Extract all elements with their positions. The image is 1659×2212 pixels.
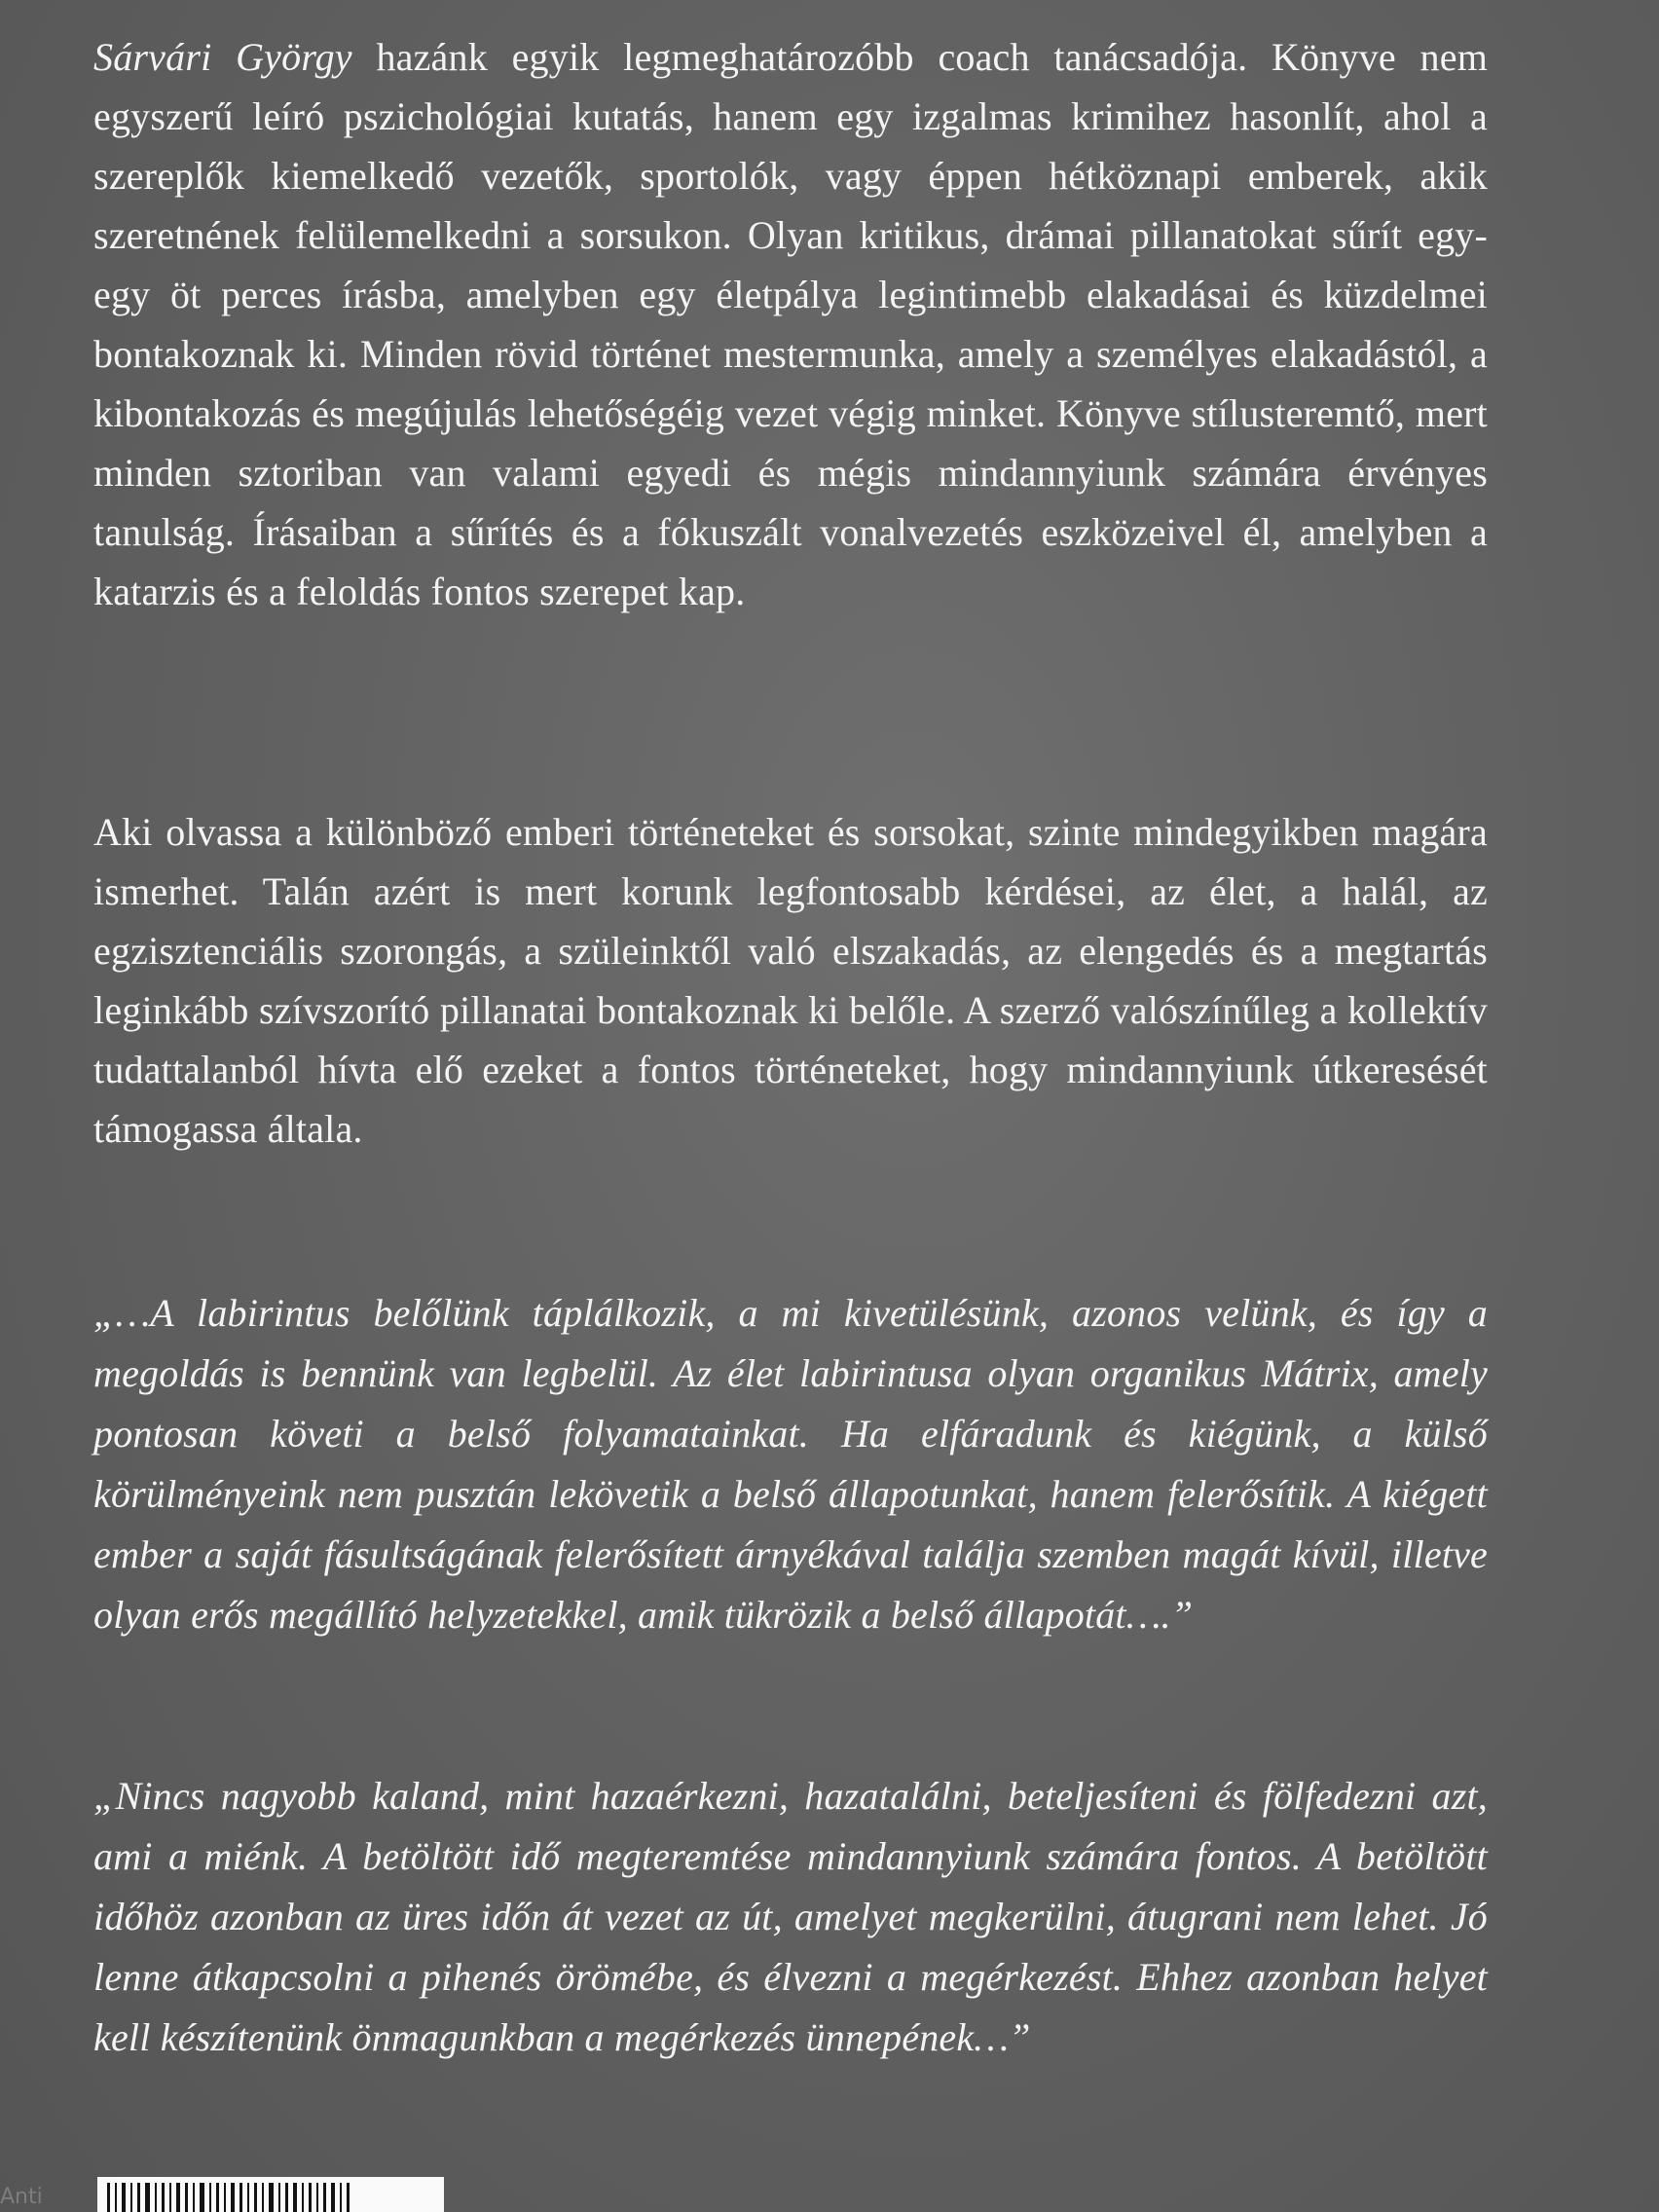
intro-paragraph xyxy=(93,27,1488,621)
barcode xyxy=(97,2177,444,2212)
intro-paragraph-text: hazánk egyik legmeghatározóbb coach tanácsadója. Könyve nem egyszerű leíró pszichológiai kutatás, hanem egy izgalmas krimihez hasonlít, ahol a szereplők kiemelkedő vezetők, sportolók, vagy éppen hétköznapi emberek, akik szeretnének felülemelkedni a sorsukon. Olyan kritikus, drámai pillanatokat sűrít egy-egy öt perces írásba, amelyben egy életpálya legintimebb elakadásai és küzdelmei bontakoznak ki. Minden rövid történet mestermunka, amely a személyes elakadástól, a kibontakozás és megújulás lehetőségéig vezet végig minket. Könyve stílusteremtő, mert minden sztoriban van valami egyedi és mégis mindannyiunk számára érvényes tanulság. Írásaiban a sűrítés és a fókuszált vonalvezetés eszközeivel él, amelyben a katarzis és a feloldás fontos szerepet kap. xyxy=(93,35,1489,613)
author-name: Sárvári György xyxy=(93,35,352,79)
quote-homecoming: „Nincs nagyobb kaland, mint hazaérkezni, hazatalálni, beteljesíteni és fölfedezni azt, ami a miénk. A betöltött idő megteremtése mindannyiunk számára fontos. A betöltött időhöz azonban az üres időn át vezet az út, amelyet megkerülni, átugrani nem lehet. Jó lenne átkapcsolni a pihenés örömébe, és élvezni a megérkezést. Ehhez azonban helyet kell készítenünk önmagunkban a megérkezés ünnepének…” xyxy=(93,1774,1488,2059)
corner-text: Anti xyxy=(0,2185,43,2209)
second-paragraph: Aki olvassa a különböző emberi történeteket és sorsokat, szinte mindegyikben magára ismerhet. Talán azért is mert korunk legfontosabb kérdései, az élet, a halál, az egzisztenciális szorongás, a szüleinktől való elszakadás, az elengedés és a megtartás leginkább szívszorító pillanatai bontakoznak ki belőle. A szerző valószínűleg a kollektív tudattalanból hívta elő ezeket a fontos történeteket, hogy mindannyiunk útkeresését támogassa általa. xyxy=(93,810,1488,1151)
quote-labyrinth: „…A labirintus belőlünk táplálkozik, a mi kivetülésünk, azonos velünk, és így a megoldás is bennünk van legbelül. Az élet labirintusa olyan organikus Mátrix, amely pontosan követi a belső folyamatainkat. Ha elfáradunk és kiégünk, a külső körülményeink nem pusztán lekövetik a belső állapotunkat, hanem felerősítik. A kiégett ember a saját fásultságának felerősített árnyékával találja szemben magát kívül, illetve olyan erős megállító helyzetekkel, amik tükrözik a belső állapotát….” xyxy=(93,1291,1488,1637)
